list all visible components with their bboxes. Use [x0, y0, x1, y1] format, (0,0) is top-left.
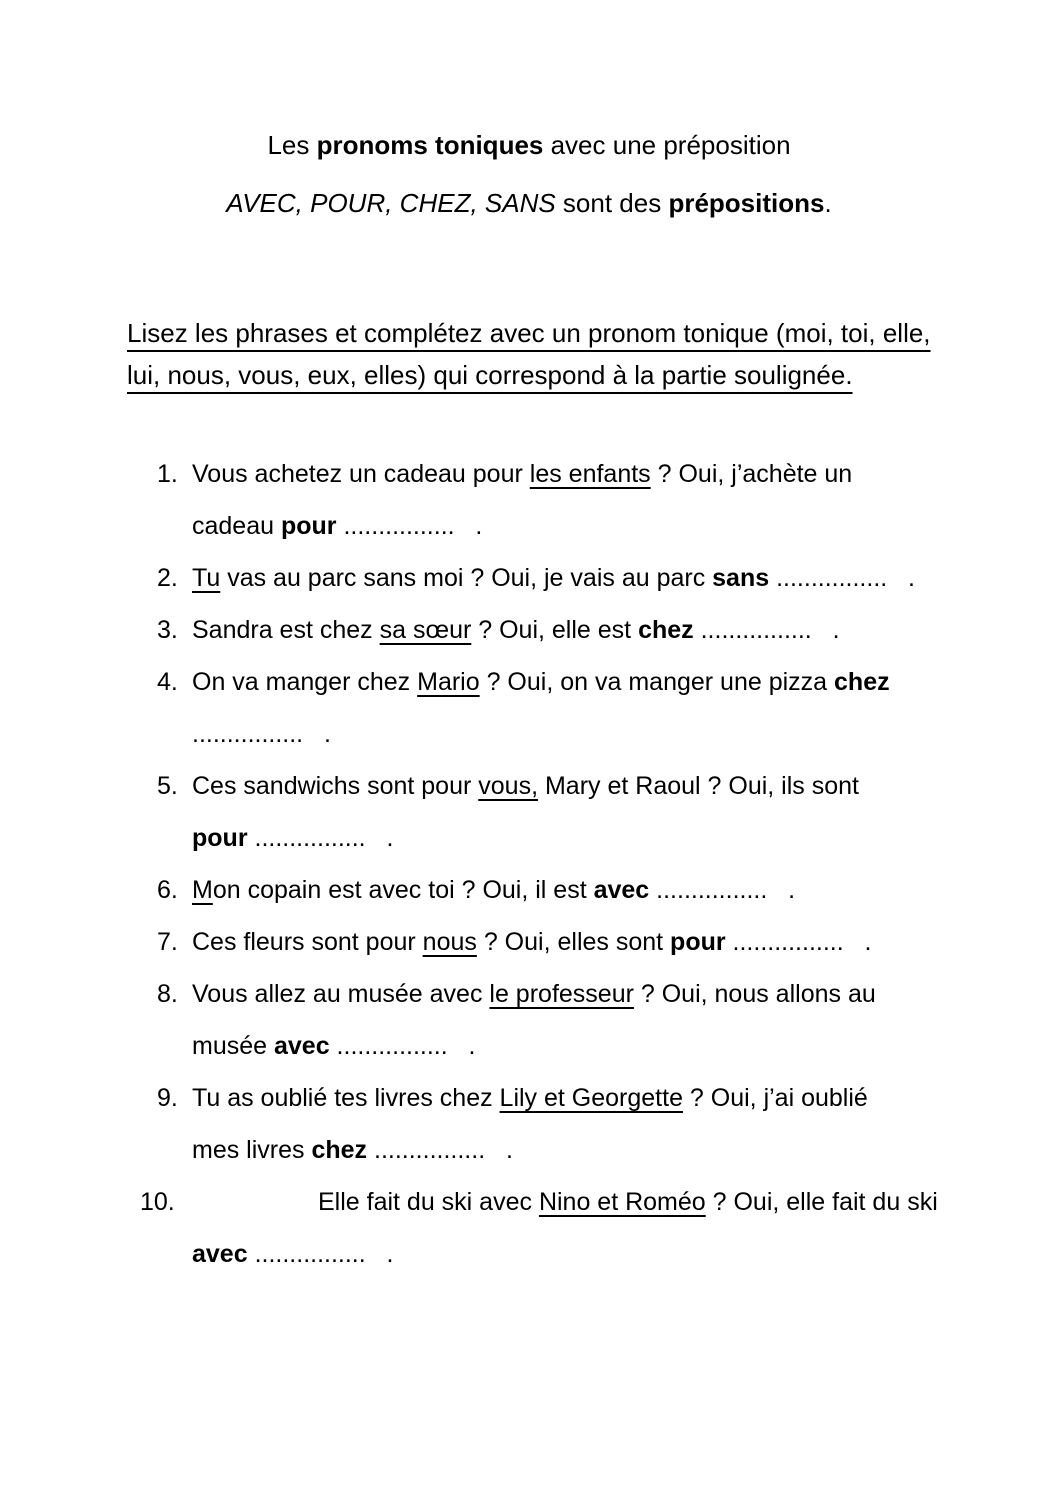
item-line [192, 760, 1058, 812]
item-line [192, 604, 1058, 656]
text-segment: chez [638, 616, 694, 644]
text-segment: Tu as oublié tes livres chez [192, 1084, 500, 1112]
item-line [192, 968, 1058, 1020]
item-number: 5. [157, 772, 178, 800]
text-segment: avec une préposition [543, 130, 791, 160]
text-segment: Mario [417, 668, 480, 696]
exercise-item [157, 604, 1058, 656]
text-segment: ? Oui, j’achète un [650, 460, 853, 488]
text-segment: ................ . [649, 876, 796, 904]
item-number: 9. [157, 1084, 178, 1112]
item-line [192, 708, 1058, 760]
text-segment: sont des [555, 188, 669, 218]
text-segment: pour [670, 928, 726, 956]
instruction-line: lui, nous, vous, eux, elles) qui correspond à la partie soulignée. [127, 360, 853, 390]
text-segment: ? Oui, elle fait du ski [705, 1188, 938, 1216]
document-subtitle [0, 188, 1058, 218]
text-segment: . [824, 188, 832, 218]
text-segment: Nino et Roméo [538, 1188, 706, 1216]
item-number: 4. [157, 668, 178, 696]
item-number: 2. [157, 564, 178, 592]
item-line [192, 864, 1058, 916]
exercise-item [157, 552, 1058, 604]
item-number: 7. [157, 928, 178, 956]
exercise-item [157, 656, 1058, 760]
text-segment: pour [280, 512, 337, 540]
item-number: 1. [157, 460, 178, 488]
text-segment: Mary et Raoul ? Oui, ils sont [538, 772, 859, 800]
text-segment: Les [267, 130, 317, 160]
exercise-item [157, 916, 1058, 968]
text-segment: ? Oui, elle est [471, 616, 639, 644]
text-segment: Elle fait du ski avec [318, 1188, 539, 1216]
document-title [0, 0, 1058, 160]
exercise-list [140, 448, 1058, 1280]
text-segment: pronoms toniques [316, 130, 544, 160]
text-segment: nous [422, 928, 477, 956]
exercise-item [157, 968, 1058, 1072]
item-line [192, 656, 1058, 708]
item-number: 8. [157, 980, 178, 1008]
text-segment: AVEC, POUR, CHEZ, SANS [226, 188, 556, 218]
text-segment: prépositions [668, 188, 825, 218]
text-segment: musée [192, 1032, 274, 1060]
text-segment: M [192, 876, 213, 904]
instruction-heading [127, 312, 1058, 396]
item-number: 3. [157, 616, 178, 644]
text-segment: cadeau [192, 512, 281, 540]
text-segment: ................ . [336, 512, 483, 540]
text-segment: ................ . [247, 824, 394, 852]
text-segment: ................ . [725, 928, 872, 956]
text-segment: ? Oui, elles sont [476, 928, 671, 956]
text-segment: le professeur [489, 980, 634, 1008]
text-segment: Sandra est chez [192, 616, 380, 644]
text-segment: vous, [478, 772, 539, 800]
text-segment: sa sœur [379, 616, 472, 644]
text-segment: avec [593, 876, 650, 904]
item-line [192, 1020, 1058, 1072]
item-line [192, 1124, 1058, 1176]
text-segment: chez [311, 1136, 368, 1164]
text-segment: sans [712, 564, 770, 592]
item-line [192, 916, 1058, 968]
text-segment: Ces fleurs sont pour [192, 928, 423, 956]
item-line [192, 552, 1058, 604]
exercise-item [157, 448, 1058, 552]
item-line [192, 1072, 1058, 1124]
text-segment: on copain est avec toi ? Oui, il est [212, 876, 594, 904]
text-segment: mes livres [192, 1136, 312, 1164]
text-segment: Vous allez au musée avec [192, 980, 490, 1008]
item-number: 6. [157, 876, 178, 904]
text-segment: On va manger chez [192, 668, 418, 696]
text-segment: ? Oui, nous allons au [633, 980, 876, 1008]
text-segment: avec [192, 1240, 248, 1268]
item-line [192, 1176, 1058, 1228]
exercise-item [157, 864, 1058, 916]
text-segment: chez [834, 668, 890, 696]
text-segment: Lily et Georgette [499, 1084, 683, 1112]
exercise-item [157, 1072, 1058, 1176]
item-line [192, 812, 1058, 864]
text-segment: Ces sandwichs sont pour [192, 772, 479, 800]
text-segment: avec [273, 1032, 330, 1060]
text-segment: vas au parc sans moi ? Oui, je vais au parc [220, 564, 713, 592]
exercise-item [140, 1176, 1058, 1280]
text-segment: Vous achetez un cadeau pour [192, 460, 530, 488]
text-segment: ................ . [769, 564, 916, 592]
text-segment: Tu [192, 564, 221, 592]
item-number: 10. [140, 1188, 175, 1216]
item-line [192, 1228, 1058, 1280]
text-segment: ................ . [693, 616, 840, 644]
item-line [192, 500, 1058, 552]
text-segment: ................ . [329, 1032, 476, 1060]
text-segment: ................ . [367, 1136, 513, 1164]
instruction-line: Lisez les phrases et complétez avec un pronom tonique (moi, toi, elle, [127, 318, 931, 348]
text-segment: ................ . [247, 1240, 394, 1268]
exercise-item [157, 760, 1058, 864]
text-segment: ................ . [192, 720, 331, 748]
text-segment: ? Oui, on va manger une pizza [479, 668, 835, 696]
text-segment: les enfants [529, 460, 651, 488]
item-line [192, 448, 1058, 500]
text-segment: ? Oui, j’ai oublié [682, 1084, 868, 1112]
text-segment: pour [192, 824, 248, 852]
